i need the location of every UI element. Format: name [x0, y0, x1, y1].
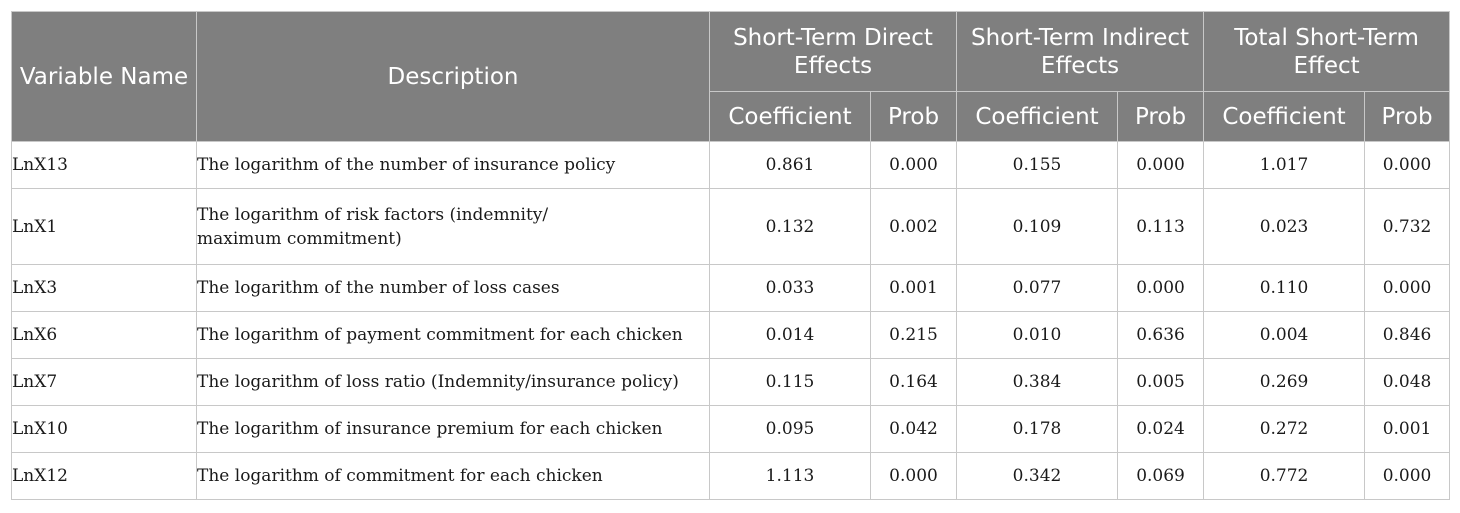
- direct-prob-cell: 0.215: [871, 312, 957, 359]
- table-row: [12, 453, 1450, 500]
- variable-name-cell: LnX1: [12, 189, 197, 265]
- total-prob-cell: 0.000: [1365, 142, 1450, 189]
- total-coefficient-cell: 0.110: [1204, 265, 1365, 312]
- table-row: [12, 189, 1450, 265]
- header-direct-prob: Prob: [871, 92, 957, 142]
- indirect-coefficient-cell: 0.010: [957, 312, 1118, 359]
- header-direct-coefficient: Coefficient: [710, 92, 871, 142]
- total-coefficient-cell: 0.772: [1204, 453, 1365, 500]
- direct-prob-cell: 0.042: [871, 406, 957, 453]
- direct-prob-cell: 0.000: [871, 142, 957, 189]
- variable-name-cell: LnX7: [12, 359, 197, 406]
- total-prob-cell: 0.001: [1365, 406, 1450, 453]
- direct-coefficient-cell: 0.014: [710, 312, 871, 359]
- description-cell: The logarithm of loss ratio (Indemnity/insurance policy): [197, 359, 710, 406]
- indirect-prob-cell: 0.069: [1118, 453, 1204, 500]
- indirect-prob-cell: 0.113: [1118, 189, 1204, 265]
- table-row: [12, 265, 1450, 312]
- description-cell: The logarithm of payment commitment for each chicken: [197, 312, 710, 359]
- header-variable-name: Variable Name: [12, 12, 197, 142]
- direct-prob-cell: 0.000: [871, 453, 957, 500]
- total-coefficient-cell: 0.004: [1204, 312, 1365, 359]
- total-coefficient-cell: 1.017: [1204, 142, 1365, 189]
- direct-prob-cell: 0.164: [871, 359, 957, 406]
- direct-coefficient-cell: 0.115: [710, 359, 871, 406]
- table-row: [12, 142, 1450, 189]
- header-indirect-coefficient: Coefficient: [957, 92, 1118, 142]
- variable-name-cell: LnX13: [12, 142, 197, 189]
- indirect-coefficient-cell: 0.155: [957, 142, 1118, 189]
- table-row: [12, 312, 1450, 359]
- header-indirect-prob: Prob: [1118, 92, 1204, 142]
- results-table: [11, 11, 1450, 500]
- header-row-groups: [12, 12, 1450, 92]
- description-line: The logarithm of risk factors (indemnity/: [197, 204, 549, 225]
- description-cell: The logarithm of insurance premium for each chicken: [197, 406, 710, 453]
- total-coefficient-cell: 0.269: [1204, 359, 1365, 406]
- direct-prob-cell: 0.002: [871, 189, 957, 265]
- variable-name-cell: LnX10: [12, 406, 197, 453]
- indirect-coefficient-cell: 0.384: [957, 359, 1118, 406]
- total-prob-cell: 0.000: [1365, 453, 1450, 500]
- direct-coefficient-cell: 0.095: [710, 406, 871, 453]
- header-short-term-indirect-effects: Short-Term Indirect Effects: [957, 12, 1204, 92]
- description-cell: The logarithm of the number of insurance policy: [197, 142, 710, 189]
- indirect-coefficient-cell: 0.109: [957, 189, 1118, 265]
- description-cell: The logarithm of the number of loss cases: [197, 265, 710, 312]
- indirect-prob-cell: 0.000: [1118, 265, 1204, 312]
- total-coefficient-cell: 0.023: [1204, 189, 1365, 265]
- header-total-coefficient: Coefficient: [1204, 92, 1365, 142]
- indirect-coefficient-cell: 0.342: [957, 453, 1118, 500]
- indirect-prob-cell: 0.024: [1118, 406, 1204, 453]
- indirect-prob-cell: 0.000: [1118, 142, 1204, 189]
- direct-coefficient-cell: 1.113: [710, 453, 871, 500]
- indirect-prob-cell: 0.636: [1118, 312, 1204, 359]
- direct-prob-cell: 0.001: [871, 265, 957, 312]
- header-total-short-term-effect: Total Short-Term Effect: [1204, 12, 1450, 92]
- table-row: [12, 359, 1450, 406]
- direct-coefficient-cell: 0.132: [710, 189, 871, 265]
- total-coefficient-cell: 0.272: [1204, 406, 1365, 453]
- header-total-prob: Prob: [1365, 92, 1450, 142]
- total-prob-cell: 0.000: [1365, 265, 1450, 312]
- indirect-prob-cell: 0.005: [1118, 359, 1204, 406]
- description-line: maximum commitment): [197, 228, 402, 249]
- direct-coefficient-cell: 0.033: [710, 265, 871, 312]
- total-prob-cell: 0.048: [1365, 359, 1450, 406]
- description-cell: [197, 189, 710, 265]
- variable-name-cell: LnX3: [12, 265, 197, 312]
- indirect-coefficient-cell: 0.077: [957, 265, 1118, 312]
- total-prob-cell: 0.846: [1365, 312, 1450, 359]
- table-row: [12, 406, 1450, 453]
- header-short-term-direct-effects: Short-Term Direct Effects: [710, 12, 957, 92]
- variable-name-cell: LnX12: [12, 453, 197, 500]
- header-description: Description: [197, 12, 710, 142]
- direct-coefficient-cell: 0.861: [710, 142, 871, 189]
- total-prob-cell: 0.732: [1365, 189, 1450, 265]
- variable-name-cell: LnX6: [12, 312, 197, 359]
- description-cell: The logarithm of commitment for each chicken: [197, 453, 710, 500]
- indirect-coefficient-cell: 0.178: [957, 406, 1118, 453]
